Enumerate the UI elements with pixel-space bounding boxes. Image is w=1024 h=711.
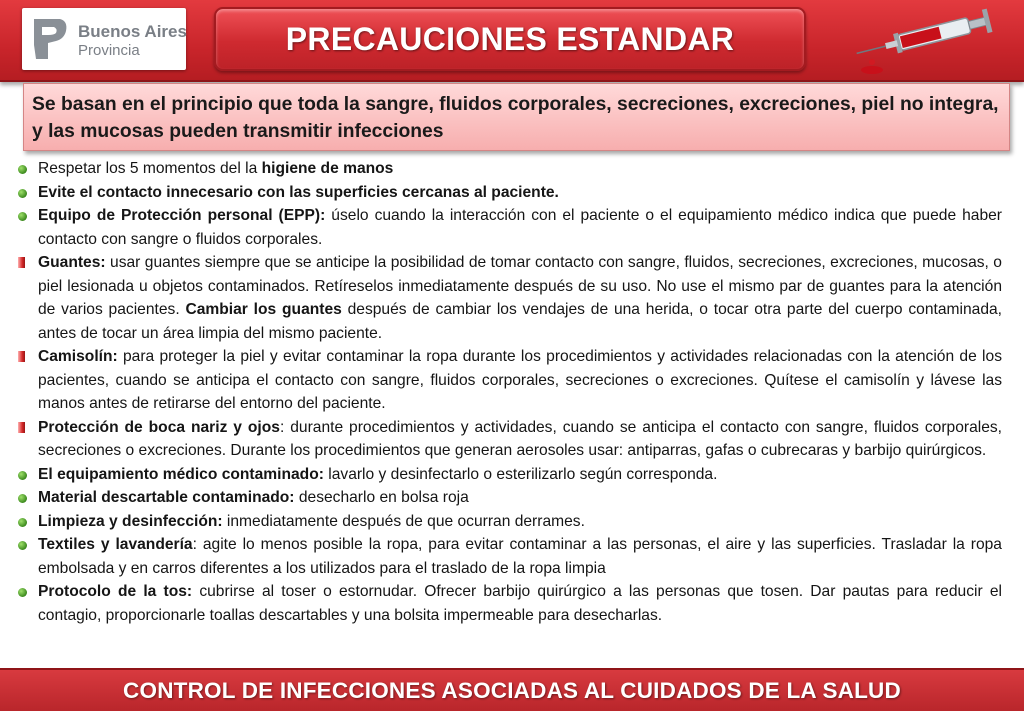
syringe-icon <box>852 6 1002 78</box>
list-item: Guantes: usar guantes siempre que se anticipe la posibilidad de tomar contacto con sangre, fluidos, secreciones, excreciones, mucosas, o piel lesionada u objetos contaminados. Retíreselos inmediatamente después de su uso. No use el mismo par de guantes para la atención de varios pacientes. Cambiar los guantes después de cambiar los vendajes de una herida, o tocar otra parte del cuerpo contaminada, antes de tocar un área limpia del mismo paciente. <box>14 251 1002 345</box>
green-bullet-icon <box>18 518 27 527</box>
footer-title: CONTROL DE INFECCIONES ASOCIADAS AL CUIDADOS DE LA SALUD <box>123 677 901 703</box>
list-item: Camisolín: para proteger la piel y evitar contaminar la ropa durante los procedimientos y actividades relacionadas con la atención de los pacientes, cuando se anticipa el contacto con sangre, fluidos corporales, secreciones o excreciones. Quítese el camisolín y lávese las manos antes de retirarse del entorno del paciente. <box>14 345 1002 416</box>
province-map-icon <box>30 15 70 63</box>
list-item: Protocolo de la tos: cubrirse al toser o estornudar. Ofrecer barbijo quirúrgico a las personas que tosen. Dar pautas para reducir el contagio, proporcionarle toallas descartables y una bolsita impermeable para desecharlas. <box>14 580 1002 627</box>
green-bullet-icon <box>18 471 27 480</box>
list-item: Respetar los 5 momentos del la higiene de manos <box>14 157 1002 181</box>
red-bullet-icon <box>18 422 25 433</box>
intro-box <box>23 83 1010 151</box>
intro-text: Se basan en el principio que toda la sangre, fluidos corporales, secreciones, excreciones, piel no integra, y las mucosas pueden transmitir infecciones <box>32 94 999 142</box>
list-item: Material descartable contaminado: desecharlo en bolsa roja <box>14 486 1002 510</box>
logo-title: Buenos Aires <box>78 22 187 41</box>
title-box <box>214 7 806 71</box>
list-item: Textiles y lavandería: agite lo menos posible la ropa, para evitar contaminar a las personas, el aire y las superficies. Trasladar la ropa embolsada y en carros diferentes a los utilizados para el traslado de la ropa limpia <box>14 533 1002 580</box>
list-item: El equipamiento médico contaminado: lavarlo y desinfectarlo o esterilizarlo según corresponda. <box>14 463 1002 487</box>
precautions-list <box>14 157 1002 627</box>
list-item: Equipo de Protección personal (EPP): úselo cuando la interacción con el paciente o el equipamiento médico indica que puede haber contacto con sangre o fluidos corporales. <box>14 204 1002 251</box>
green-bullet-icon <box>18 494 27 503</box>
buenos-aires-logo <box>22 8 186 70</box>
green-bullet-icon <box>18 588 27 597</box>
list-item: Evite el contacto innecesario con las superficies cercanas al paciente. <box>14 181 1002 205</box>
green-bullet-icon <box>18 541 27 550</box>
logo-subtitle: Provincia <box>78 42 140 59</box>
red-bullet-icon <box>18 257 25 268</box>
footer-banner <box>0 668 1024 711</box>
header-banner <box>0 0 1024 82</box>
page-title: PRECAUCIONES ESTANDAR <box>285 20 735 57</box>
list-item: Limpieza y desinfección: inmediatamente después de que ocurran derrames. <box>14 510 1002 534</box>
green-bullet-icon <box>18 189 27 198</box>
red-bullet-icon <box>18 351 25 362</box>
green-bullet-icon <box>18 212 27 221</box>
green-bullet-icon <box>18 165 27 174</box>
list-item: Protección de boca nariz y ojos: durante procedimientos y actividades, cuando se anticipa el contacto con sangre, fluidos corporales, secreciones o excreciones. Durante los procedimientos que generan aerosoles usar: antiparras, gafas o cubrecaras y barbijo quirúrgicos. <box>14 416 1002 463</box>
